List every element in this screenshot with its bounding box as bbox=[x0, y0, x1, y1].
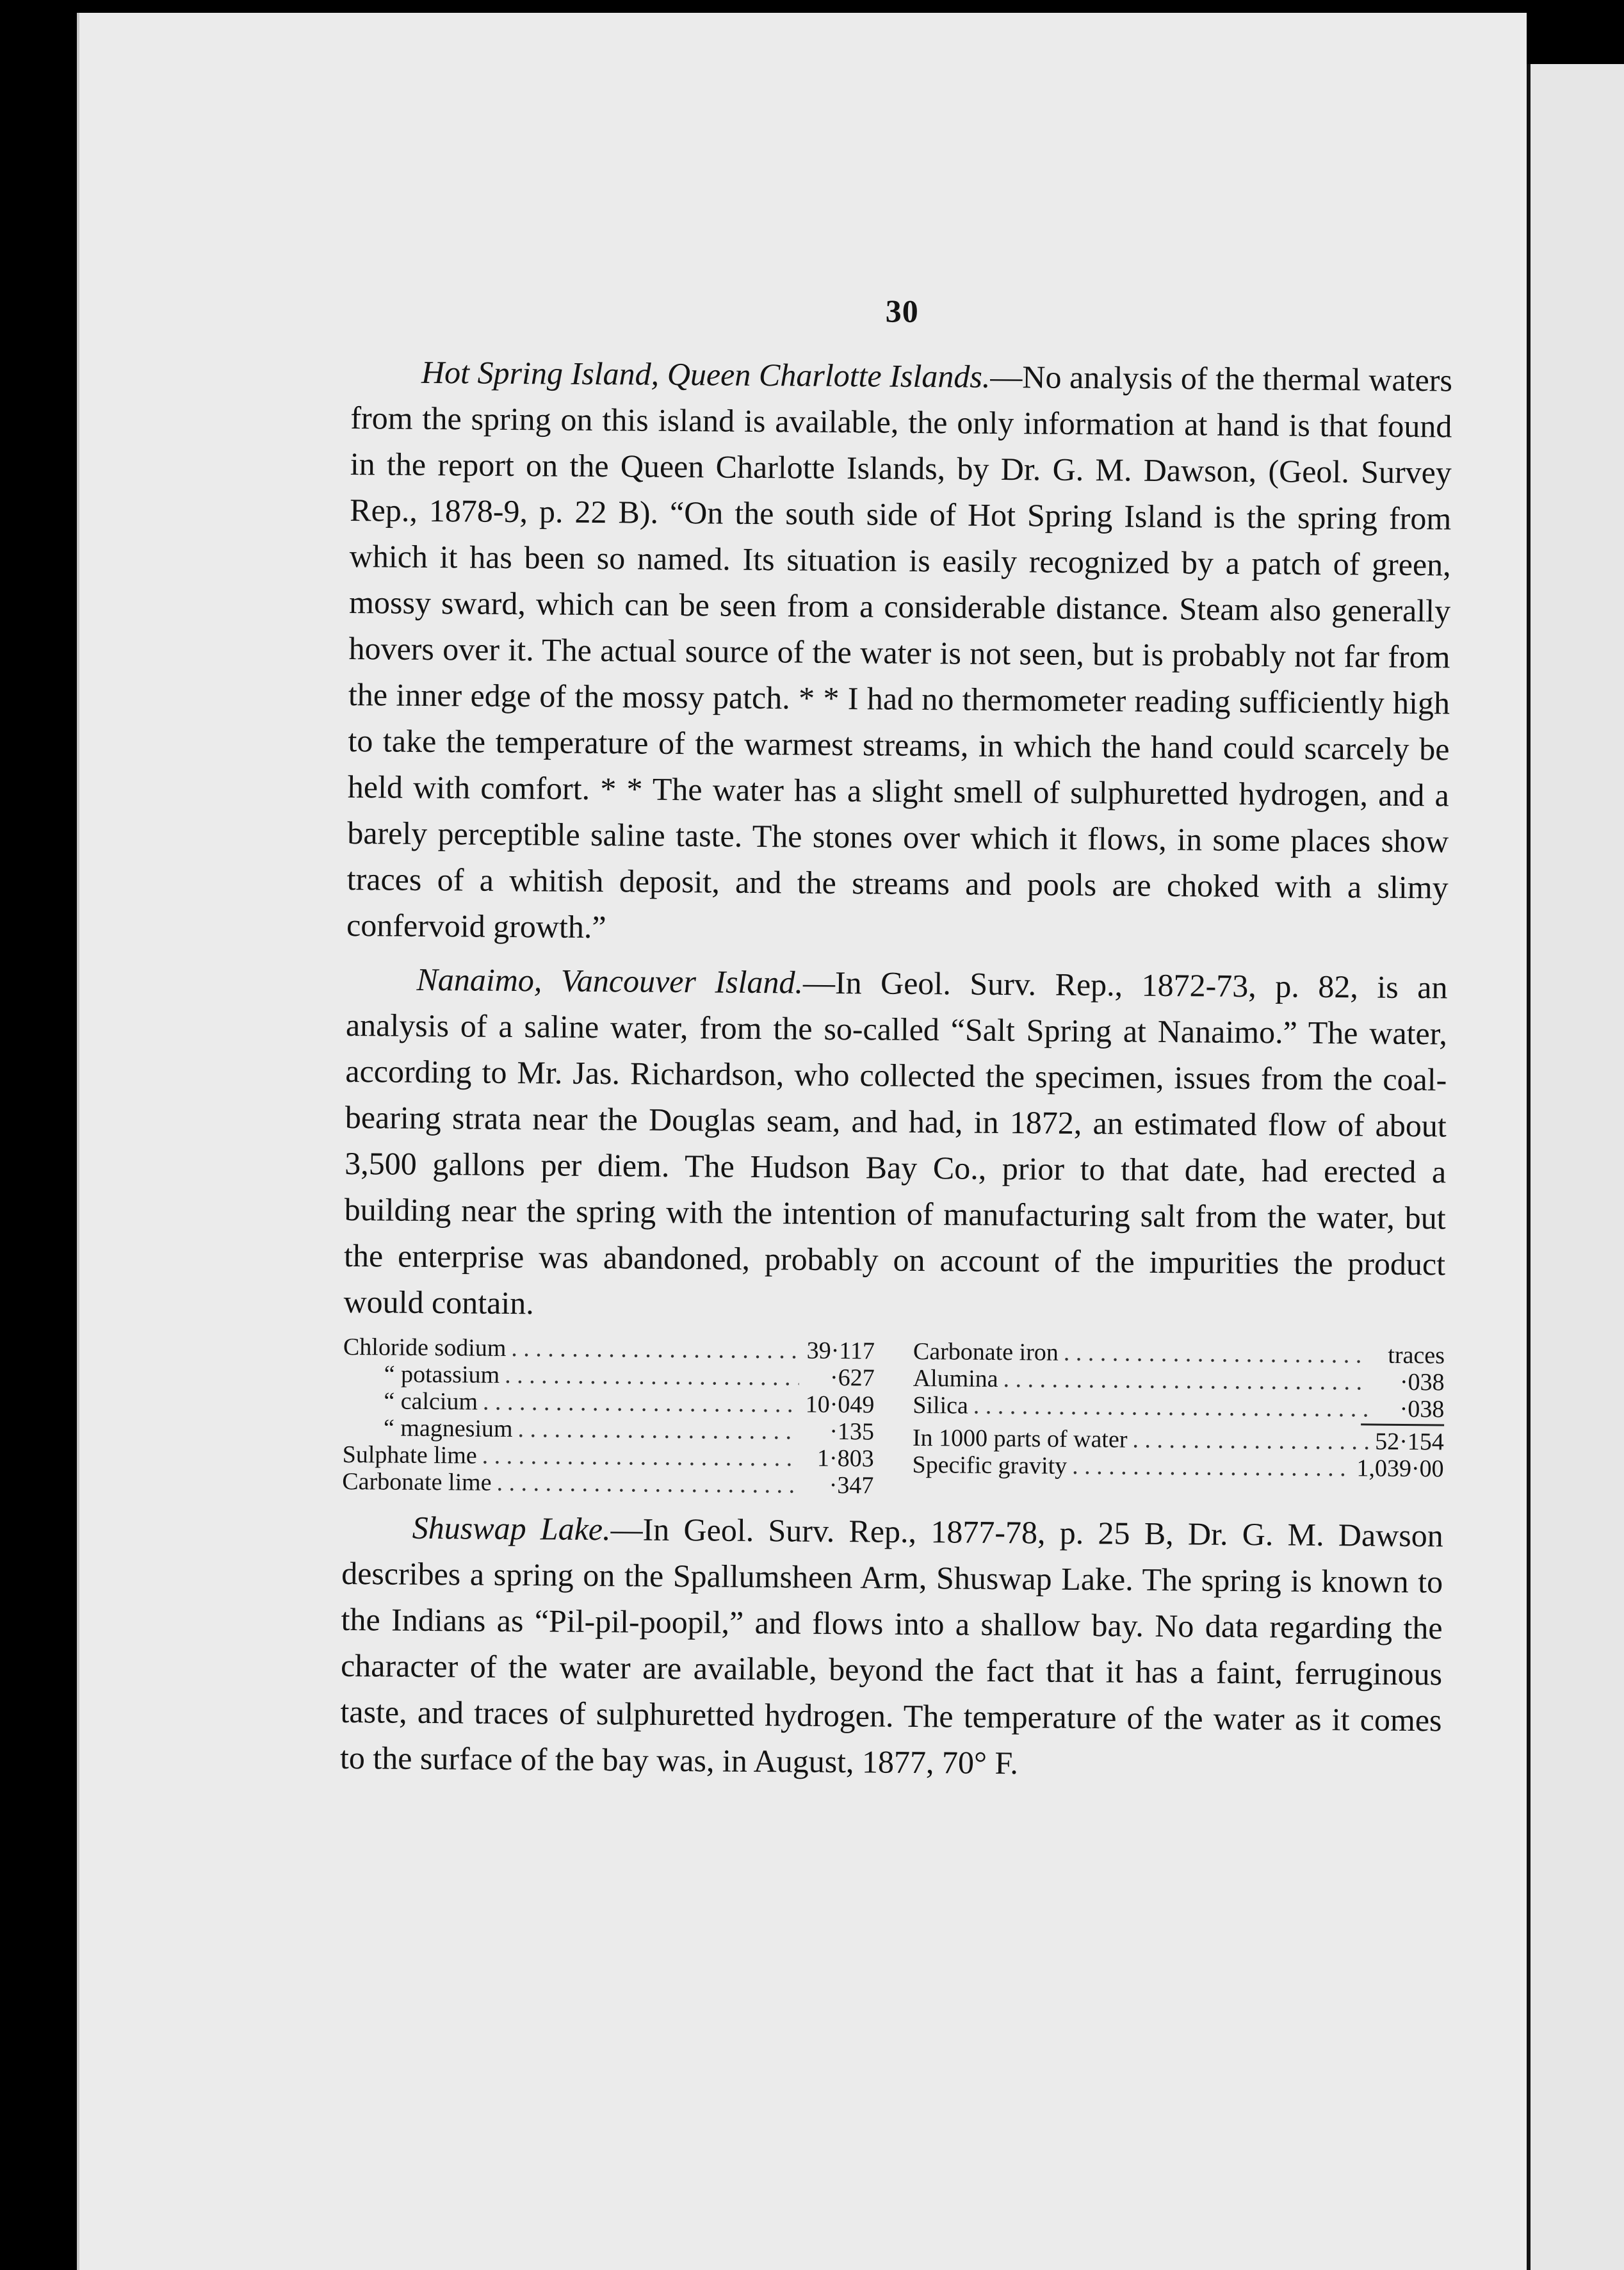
analysis-row bbox=[913, 1392, 1444, 1423]
analysis-name: Carbonate lime bbox=[342, 1467, 492, 1496]
analysis-value: ·038 bbox=[1399, 1395, 1445, 1423]
analysis-name: “ calcium bbox=[384, 1387, 478, 1416]
section-text: —In Geol. Surv. Rep., 1872-73, p. 82, is an analysis of a saline water, from the so-called “Salt Spring at Nanaimo.” The water, according to Mr. Jas. Richardson, who collected the specimen, issues from the coal-bearing strata near the Douglas seam, and had, in 1872, an estimated flow of about 3,500 gallons per diem. The Hudson Bay Co., prior to that date, had erected a building near the spring with the intention of manufacturing salt from the water, but the enterprise was abandoned, probably on account of the impurities the product would contain. bbox=[343, 964, 1448, 1321]
section-heading: Nanaimo, Vancouver Island. bbox=[416, 961, 804, 1000]
dot-leader bbox=[1064, 1339, 1369, 1369]
dot-leader bbox=[511, 1335, 799, 1364]
analysis-name: “ magnesium bbox=[383, 1414, 513, 1443]
section-heading: Shuswap Lake. bbox=[412, 1509, 611, 1547]
analysis-value: ·347 bbox=[829, 1471, 874, 1499]
analysis-row bbox=[343, 1414, 874, 1446]
analysis-column-left bbox=[342, 1334, 875, 1499]
analysis-name: “ potassium bbox=[384, 1360, 500, 1389]
section-hot-spring-island bbox=[346, 348, 1452, 956]
dot-leader bbox=[1003, 1366, 1368, 1395]
analysis-name: Silica bbox=[913, 1391, 969, 1419]
dot-leader bbox=[496, 1469, 798, 1499]
analysis-value: traces bbox=[1388, 1341, 1445, 1369]
analysis-name: Carbonate iron bbox=[913, 1337, 1059, 1366]
analysis-row bbox=[342, 1468, 873, 1499]
dot-leader bbox=[482, 1442, 799, 1472]
page-number: 30 bbox=[885, 293, 919, 329]
dot-leader bbox=[973, 1392, 1369, 1423]
analysis-value: 10·049 bbox=[805, 1391, 875, 1419]
dot-leader bbox=[505, 1362, 799, 1391]
analysis-value: ·038 bbox=[1399, 1368, 1445, 1396]
page-content bbox=[340, 288, 1453, 1797]
analysis-row bbox=[912, 1451, 1443, 1483]
analysis-value: 1,039·00 bbox=[1356, 1455, 1444, 1483]
section-heading: Hot Spring Island, Queen Charlotte Islands. bbox=[421, 354, 991, 395]
analysis-row bbox=[343, 1334, 875, 1365]
analysis-name: Alumina bbox=[913, 1364, 998, 1392]
analysis-name: Sulphate lime bbox=[342, 1441, 477, 1469]
analysis-value: ·627 bbox=[829, 1364, 875, 1392]
analysis-row bbox=[913, 1365, 1444, 1396]
analysis-value: 1·803 bbox=[816, 1444, 874, 1473]
dot-leader bbox=[517, 1416, 799, 1444]
adjacent-page-edge bbox=[1527, 64, 1624, 2270]
dot-leader bbox=[1132, 1426, 1368, 1455]
section-text: —No analysis of the thermal waters from the spring on this island is available, the only information at hand is that found in the report on the Queen Charlotte Islands, by Dr. G. M. Dawson, (Geol. Survey Rep., 1878-9, p. 22 B). “On the south side of Hot Spring Island is the spring from which it has been so named. Its situation is easily recognized by a patch of green, mossy sward, which can be seen from a considerable distance. Steam also generally hovers over it. The actual source of the water is not seen, but is probably not far from the inner edge of the mossy patch. * * I had no thermometer reading sufficiently high to take the temperature of the warmest streams, in which the hand could scarcely be held with comfort. * * The water has a slight smell of sulphuretted hydrogen, and a barely perceptible saline taste. The stones over which it flows, in some places show traces of a whitish deposit, and the streams and pools are choked with a slimy confervoid growth.” bbox=[346, 358, 1453, 945]
section-text: —In Geol. Surv. Rep., 1877-78, p. 25 B, Dr. G. M. Dawson describes a spring on the Spallumsheen Arm, Shuswap Lake. The spring is known to the Indians as “Pil-pil-poopil,” and flows into a shallow bay. No data regarding the character of the water are available, beyond the fact that it has a faint, ferruginous taste, and traces of sulphuretted hydrogen. The temperature of the water as it comes to the surface of the bay was, in August, 1877, 70° F. bbox=[339, 1511, 1443, 1781]
analysis-value: 52·154 bbox=[1375, 1428, 1445, 1456]
scanned-page bbox=[77, 13, 1527, 2270]
analysis-row bbox=[913, 1425, 1444, 1456]
analysis-table bbox=[342, 1334, 1445, 1504]
analysis-name: In 1000 parts of water bbox=[912, 1424, 1128, 1453]
analysis-row bbox=[343, 1441, 874, 1473]
analysis-row bbox=[913, 1338, 1445, 1369]
section-shuswap-lake bbox=[340, 1504, 1443, 1789]
section-nanaimo bbox=[343, 956, 1447, 1333]
analysis-name: Chloride sodium bbox=[343, 1333, 507, 1362]
sum-rule bbox=[1361, 1423, 1444, 1426]
analysis-column-right bbox=[912, 1338, 1445, 1504]
analysis-row bbox=[343, 1387, 874, 1419]
analysis-name: Specific gravity bbox=[912, 1451, 1068, 1480]
dot-leader bbox=[483, 1389, 799, 1418]
analysis-value: ·135 bbox=[829, 1417, 875, 1446]
dot-leader bbox=[1072, 1453, 1352, 1482]
analysis-row bbox=[343, 1360, 875, 1392]
analysis-value: 39·117 bbox=[806, 1337, 875, 1365]
